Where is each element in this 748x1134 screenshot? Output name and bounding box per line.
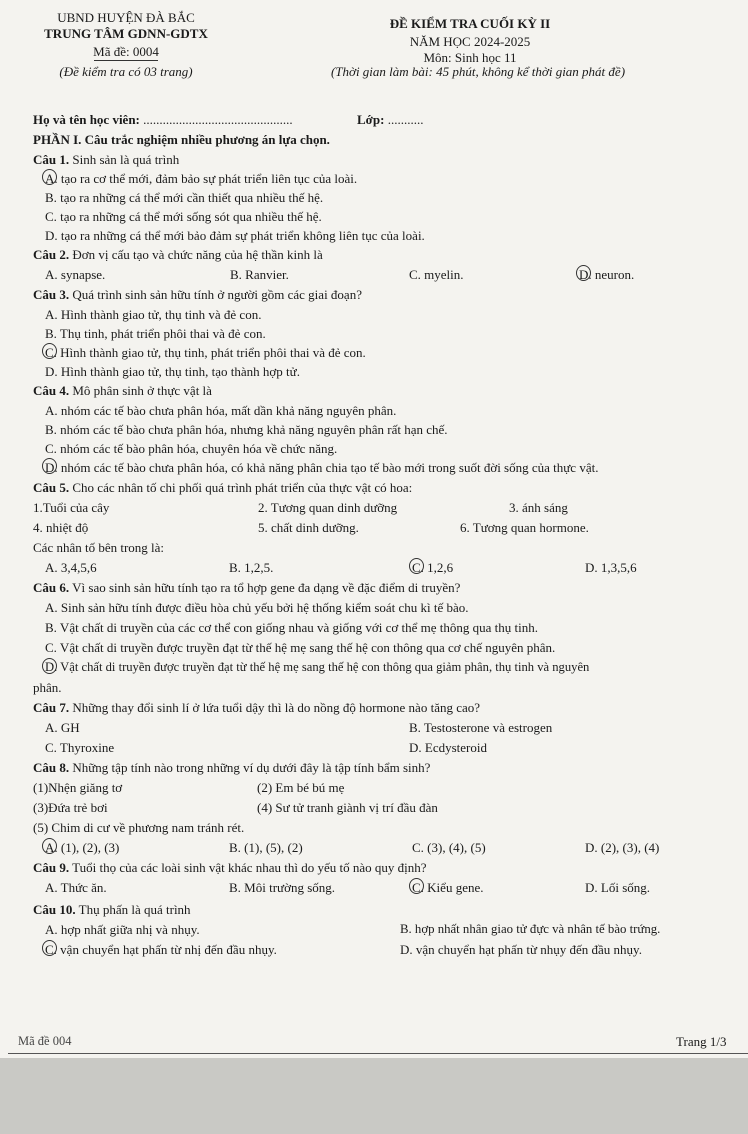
q10-option-d: D. vận chuyển hạt phấn từ nhụy đến đầu nhụy. (400, 942, 642, 957)
class-info (357, 112, 423, 128)
center-name: TRUNG TÂM GDNN-GDTX (44, 26, 208, 41)
q8-item-3: (3)Đứa trẻ bơi (33, 800, 108, 815)
q4-option-b: B. nhóm các tế bào chưa phân hóa, nhưng khả năng nguyên phân rất hạn chế. (45, 422, 448, 437)
q1-option-a: A. tạo ra cơ thể mới, đảm bảo sự phát triển liên tục của loài. (45, 171, 358, 186)
q5-text: Cho các nhân tố chi phối quá trình phát triển của thực vật có hoa: (69, 480, 413, 495)
q4-label: Câu 4. (33, 383, 70, 398)
question-6 (33, 580, 460, 596)
q8-option-d: D. (2), (3), (4) (585, 840, 660, 855)
name-label: Họ và tên học viên: (33, 112, 144, 127)
footer-divider (8, 1053, 748, 1054)
q4-option-a: A. nhóm các tế bào chưa phân hóa, mất dần khả năng nguyên phân. (45, 403, 397, 418)
q10-text: Thụ phấn là quá trình (75, 902, 191, 917)
q9-text: Tuổi thọ của các loài sinh vật khác nhau thì do yếu tố nào quy định? (69, 860, 427, 875)
q9-option-d: D. Lối sống. (585, 880, 650, 895)
q5-prompt: Các nhân tố bên trong là: (33, 540, 165, 555)
q8-label: Câu 8. (33, 760, 70, 775)
exam-code: Mã đề: 0004 (93, 44, 159, 59)
q6-option-b: B. Vật chất di truyền của các cơ thể con giống nhau và giống với cơ thể mẹ thông qua thụ tinh. (45, 620, 538, 635)
question-8 (33, 760, 430, 776)
q5-option-c: C. 1,2,6 (412, 560, 454, 575)
q7-option-d: D. Ecdysteroid (409, 740, 487, 755)
footer-page-number: Trang 1/3 (676, 1034, 727, 1049)
q3-text: Quá trình sinh sản hữu tính ở người gồm các giai đoạn? (69, 287, 362, 302)
q10-option-c: C. vận chuyển hạt phấn từ nhị đến đầu nhụy. (45, 942, 277, 957)
q3-option-b: B. Thụ tinh, phát triển phôi thai và đẻ con. (45, 326, 266, 341)
q10-label: Câu 10. (33, 902, 76, 917)
q2-option-c: C. myelin. (409, 267, 464, 282)
q3-option-c: C. Hình thành giao tử, thụ tinh, phát triển phôi thai và đẻ con. (45, 345, 366, 360)
q1-text: Sinh sản là quá trình (69, 152, 180, 167)
q1-option-b: B. tạo ra những cá thể mới cần thiết qua nhiều thế hệ. (45, 190, 324, 205)
q8-option-a: A. (1), (2), (3) (45, 840, 120, 855)
question-7 (33, 700, 480, 716)
q7-label: Câu 7. (33, 700, 70, 715)
q5-option-a: A. 3,4,5,6 (45, 560, 97, 575)
page-edge-shadow (0, 1058, 748, 1134)
q10-option-a: A. hợp nhất giữa nhị và nhụy. (45, 922, 200, 937)
q9-option-c: C. Kiểu gene. (412, 880, 484, 895)
q4-option-c: C. nhóm các tế bào phân hóa, chuyên hóa về chức năng. (45, 441, 338, 456)
q4-text: Mô phân sinh ở thực vật là (69, 383, 212, 398)
question-10 (33, 902, 191, 918)
q1-option-d: D. tạo ra những cá thể mới bảo đảm sự phát triển không liên tục của loài. (45, 228, 425, 243)
q8-option-b: B. (1), (5), (2) (229, 840, 303, 855)
q10-option-b: B. hợp nhất nhân giao tử đực và nhân tế bào trứng. (400, 922, 661, 936)
question-9 (33, 860, 427, 876)
q5-label: Câu 5. (33, 480, 70, 495)
q7-text: Những thay đổi sinh lí ở lứa tuổi dậy thì là do nồng độ hormone nào tăng cao? (69, 700, 481, 715)
q5-factor-3: 3. ánh sáng (509, 500, 568, 515)
student-info (33, 112, 293, 128)
question-1 (33, 152, 179, 168)
q6-option-c: C. Vật chất di truyền được truyền đạt từ thế hệ mẹ sang thế hệ con thông qua cơ chế nguyên phân. (45, 640, 556, 655)
q3-option-d: D. Hình thành giao tử, thụ tinh, tạo thành hợp tử. (45, 364, 300, 379)
q2-label: Câu 2. (33, 247, 70, 262)
district-name: UBND HUYỆN ĐÀ BẮC (57, 10, 195, 25)
header-right (270, 16, 670, 96)
question-4 (33, 383, 212, 399)
q9-option-b: B. Môi trường sống. (229, 880, 336, 895)
school-year: NĂM HỌC 2024-2025 (409, 34, 531, 49)
q6-label: Câu 6. (33, 580, 70, 595)
class-label: Lớp: (357, 112, 388, 127)
q5-factor-4: 4. nhiệt độ (33, 520, 89, 535)
q4-option-d: D. nhóm các tế bào chưa phân hóa, có khả năng phân chia tạo tế bào mới trong suốt đời sống của thực vật. (45, 460, 599, 475)
q7-option-c: C. Thyroxine (45, 740, 115, 755)
q2-text: Đơn vị cấu tạo và chức năng của hệ thần kinh là (69, 247, 323, 262)
q5-factor-2: 2. Tương quan dinh dưỡng (258, 500, 398, 515)
q8-item-2: (2) Em bé bú mẹ (257, 780, 345, 795)
subject: Môn: Sinh học 11 (423, 50, 517, 65)
name-field: .............................................. (143, 112, 293, 127)
q5-option-d: D. 1,3,5,6 (585, 560, 637, 575)
question-2 (33, 247, 323, 263)
q5-factor-6: 6. Tương quan hormone. (460, 520, 589, 535)
q6-option-a: A. Sinh sản hữu tính được điều hòa chủ yếu bởi hệ thống kiểm soát chu kì tế bào. (45, 600, 469, 615)
q1-option-c: C. tạo ra những cá thể mới sống sót qua nhiều thế hệ. (45, 209, 322, 224)
q6-option-d: D. Vật chất di truyền được truyền đạt từ thế hệ mẹ sang thế hệ con thông qua giảm phân, thụ tinh và nguyên (45, 660, 590, 674)
q1-label: Câu 1. (33, 152, 70, 167)
q7-option-a: A. GH (45, 720, 80, 735)
class-field: ........... (387, 112, 424, 127)
q8-option-c: C. (3), (4), (5) (412, 840, 486, 855)
q2-option-d: D. neuron. (579, 267, 635, 282)
header-left (10, 10, 242, 90)
part1-heading: PHẦN I. Câu trắc nghiệm nhiều phương án lựa chọn. (33, 132, 330, 147)
q6-option-d-cont: phân. (33, 680, 62, 695)
q8-item-1: (1)Nhện giăng tơ (33, 780, 123, 795)
q3-label: Câu 3. (33, 287, 70, 302)
q3-option-a: A. Hình thành giao tử, thụ tinh và đẻ con. (45, 307, 262, 322)
q8-text: Những tập tính nào trong những ví dụ dưới đây là tập tính bẩm sinh? (69, 760, 431, 775)
q7-option-b: B. Testosterone và estrogen (409, 720, 553, 735)
q5-factor-1: 1.Tuổi của cây (33, 500, 110, 515)
exam-code-underline (94, 60, 158, 61)
exam-title: ĐỀ KIỂM TRA CUỐI KỲ II (389, 16, 551, 31)
q9-label: Câu 9. (33, 860, 70, 875)
question-3 (33, 287, 362, 303)
q5-option-b: B. 1,2,5. (229, 560, 274, 575)
q2-option-b: B. Ranvier. (230, 267, 289, 282)
time-note: (Thời gian làm bài: 45 phút, không kể thời gian phát đề) (330, 64, 626, 79)
q5-factor-5: 5. chất dinh dưỡng. (258, 520, 359, 535)
q9-option-a: A. Thức ăn. (45, 880, 107, 895)
q6-text: Vì sao sinh sản hữu tính tạo ra tổ hợp gene đa dạng về đặc điểm di truyền? (69, 580, 461, 595)
page-count-note: (Đề kiểm tra có 03 trang) (59, 64, 193, 79)
question-5 (33, 480, 412, 496)
q8-item-4: (4) Sư tử tranh giành vị trí đầu đàn (257, 800, 438, 815)
q2-option-a: A. synapse. (45, 267, 106, 282)
footer-exam-code: Mã đề 004 (18, 1034, 72, 1048)
q8-item-5: (5) Chim di cư về phương nam tránh rét. (33, 820, 245, 835)
